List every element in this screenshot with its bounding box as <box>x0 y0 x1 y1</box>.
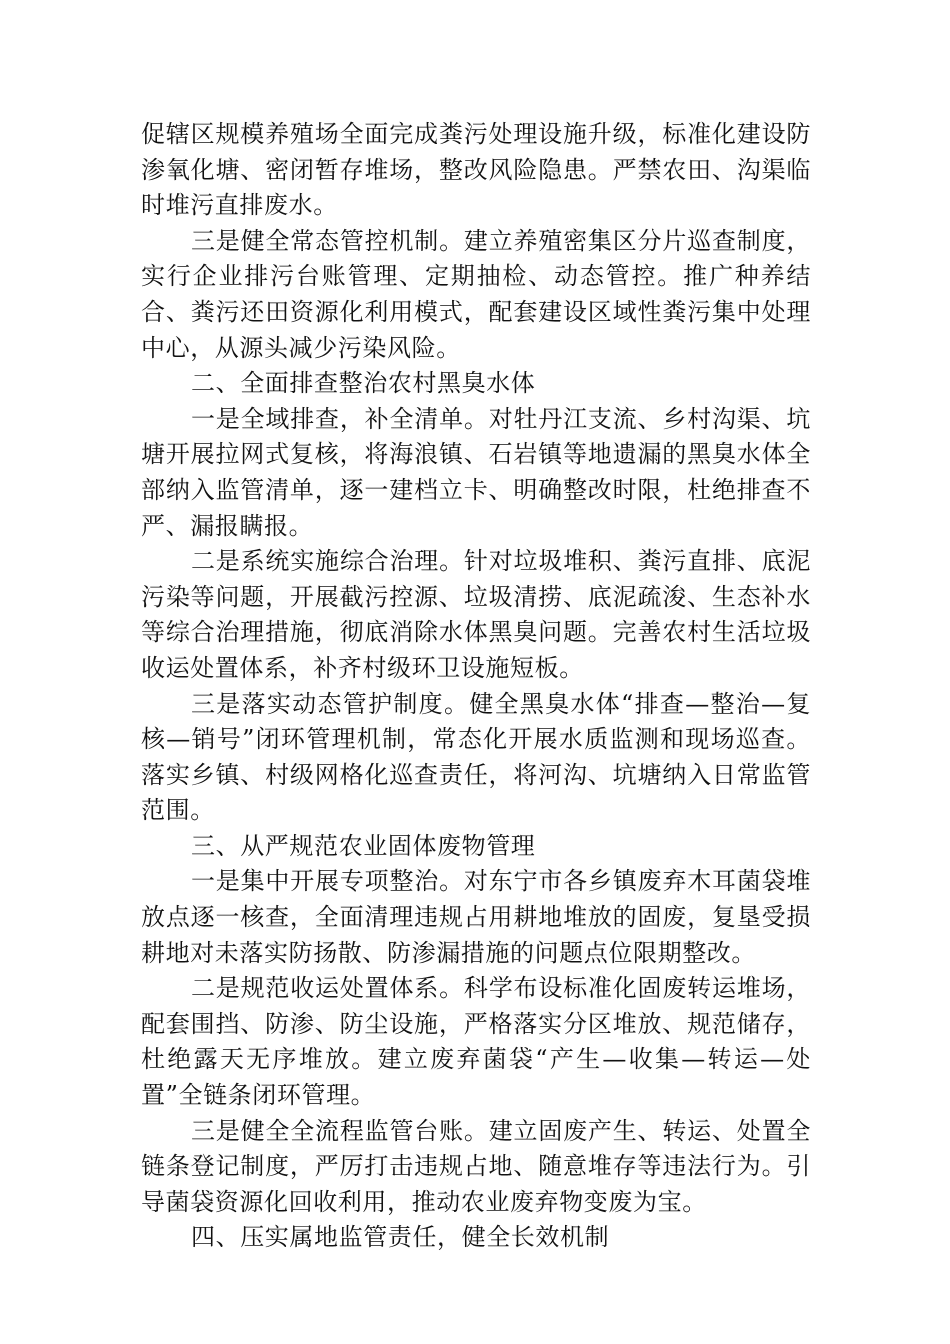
section-heading-3: 三、从严规范农业固体废物管理 <box>191 831 536 860</box>
section-heading-4: 四、压实属地监管责任，健全长效机制 <box>191 1223 610 1252</box>
paragraph-control-mechanism: 三是健全常态管控机制。建立养殖密集区分片巡查制度，实行企业排污台账管理、定期抽检、动态管控。推广种养结合、粪污还田资源化利用模式，配套建设区域性粪污集中处理中心，从源头减少污染风险。 <box>141 226 811 362</box>
paragraph-comprehensive-treatment: 二是系统实施综合治理。针对垃圾堆积、粪污直排、底泥污染等问题，开展截污控源、垃圾清捞、底泥疏浚、生态补水等综合治理措施，彻底消除水体黑臭问题。完善农村生活垃圾收运处置体系，补齐村级环卫设施短板。 <box>141 547 811 682</box>
document-body <box>141 117 811 1256</box>
paragraph-full-survey: 一是全域排查，补全清单。对牡丹江支流、乡村沟渠、坑塘开展拉网式复核，将海浪镇、石岩镇等地遗漏的黑臭水体全部纳入监管清单，逐一建档立卡、明确整改时限，杜绝排查不严、漏报瞒报。 <box>141 404 811 540</box>
paragraph-supervision-ledger: 三是健全全流程监管台账。建立固废产生、转运、处置全链条登记制度，严厉打击违规占地、随意堆存等违法行为。引导菌袋资源化回收利用，推动农业废弃物变废为宝。 <box>141 1116 811 1216</box>
paragraph-collection-system: 二是规范收运处置体系。科学布设标准化固废转运堆场，配套围挡、防渗、防尘设施，严格落实分区堆放、规范储存，杜绝露天无序堆放。建立废弃菌袋“产生—收集—转运—处置”全链条闭环管理。 <box>141 974 811 1110</box>
paragraph-special-rectification: 一是集中开展专项整治。对东宁市各乡镇废弃木耳菌袋堆放点逐一核查，全面清理违规占用耕地堆放的固废，复垦受损耕地对未落实防扬散、防渗漏措施的问题点位限期整改。 <box>141 867 811 967</box>
paragraph-dynamic-management: 三是落实动态管护制度。健全黑臭水体“排查—整治—复核—销号”闭环管理机制，常态化开展水质监测和现场巡查。落实乡镇、村级网格化巡查责任，将河沟、坑塘纳入日常监管范围。 <box>141 689 811 825</box>
paragraph-continued: 促辖区规模养殖场全面完成粪污处理设施升级，标准化建设防渗氧化塘、密闭暂存堆场，整改风险隐患。严禁农田、沟渠临时堆污直排废水。 <box>141 120 811 220</box>
section-heading-2: 二、全面排查整治农村黑臭水体 <box>191 369 536 398</box>
